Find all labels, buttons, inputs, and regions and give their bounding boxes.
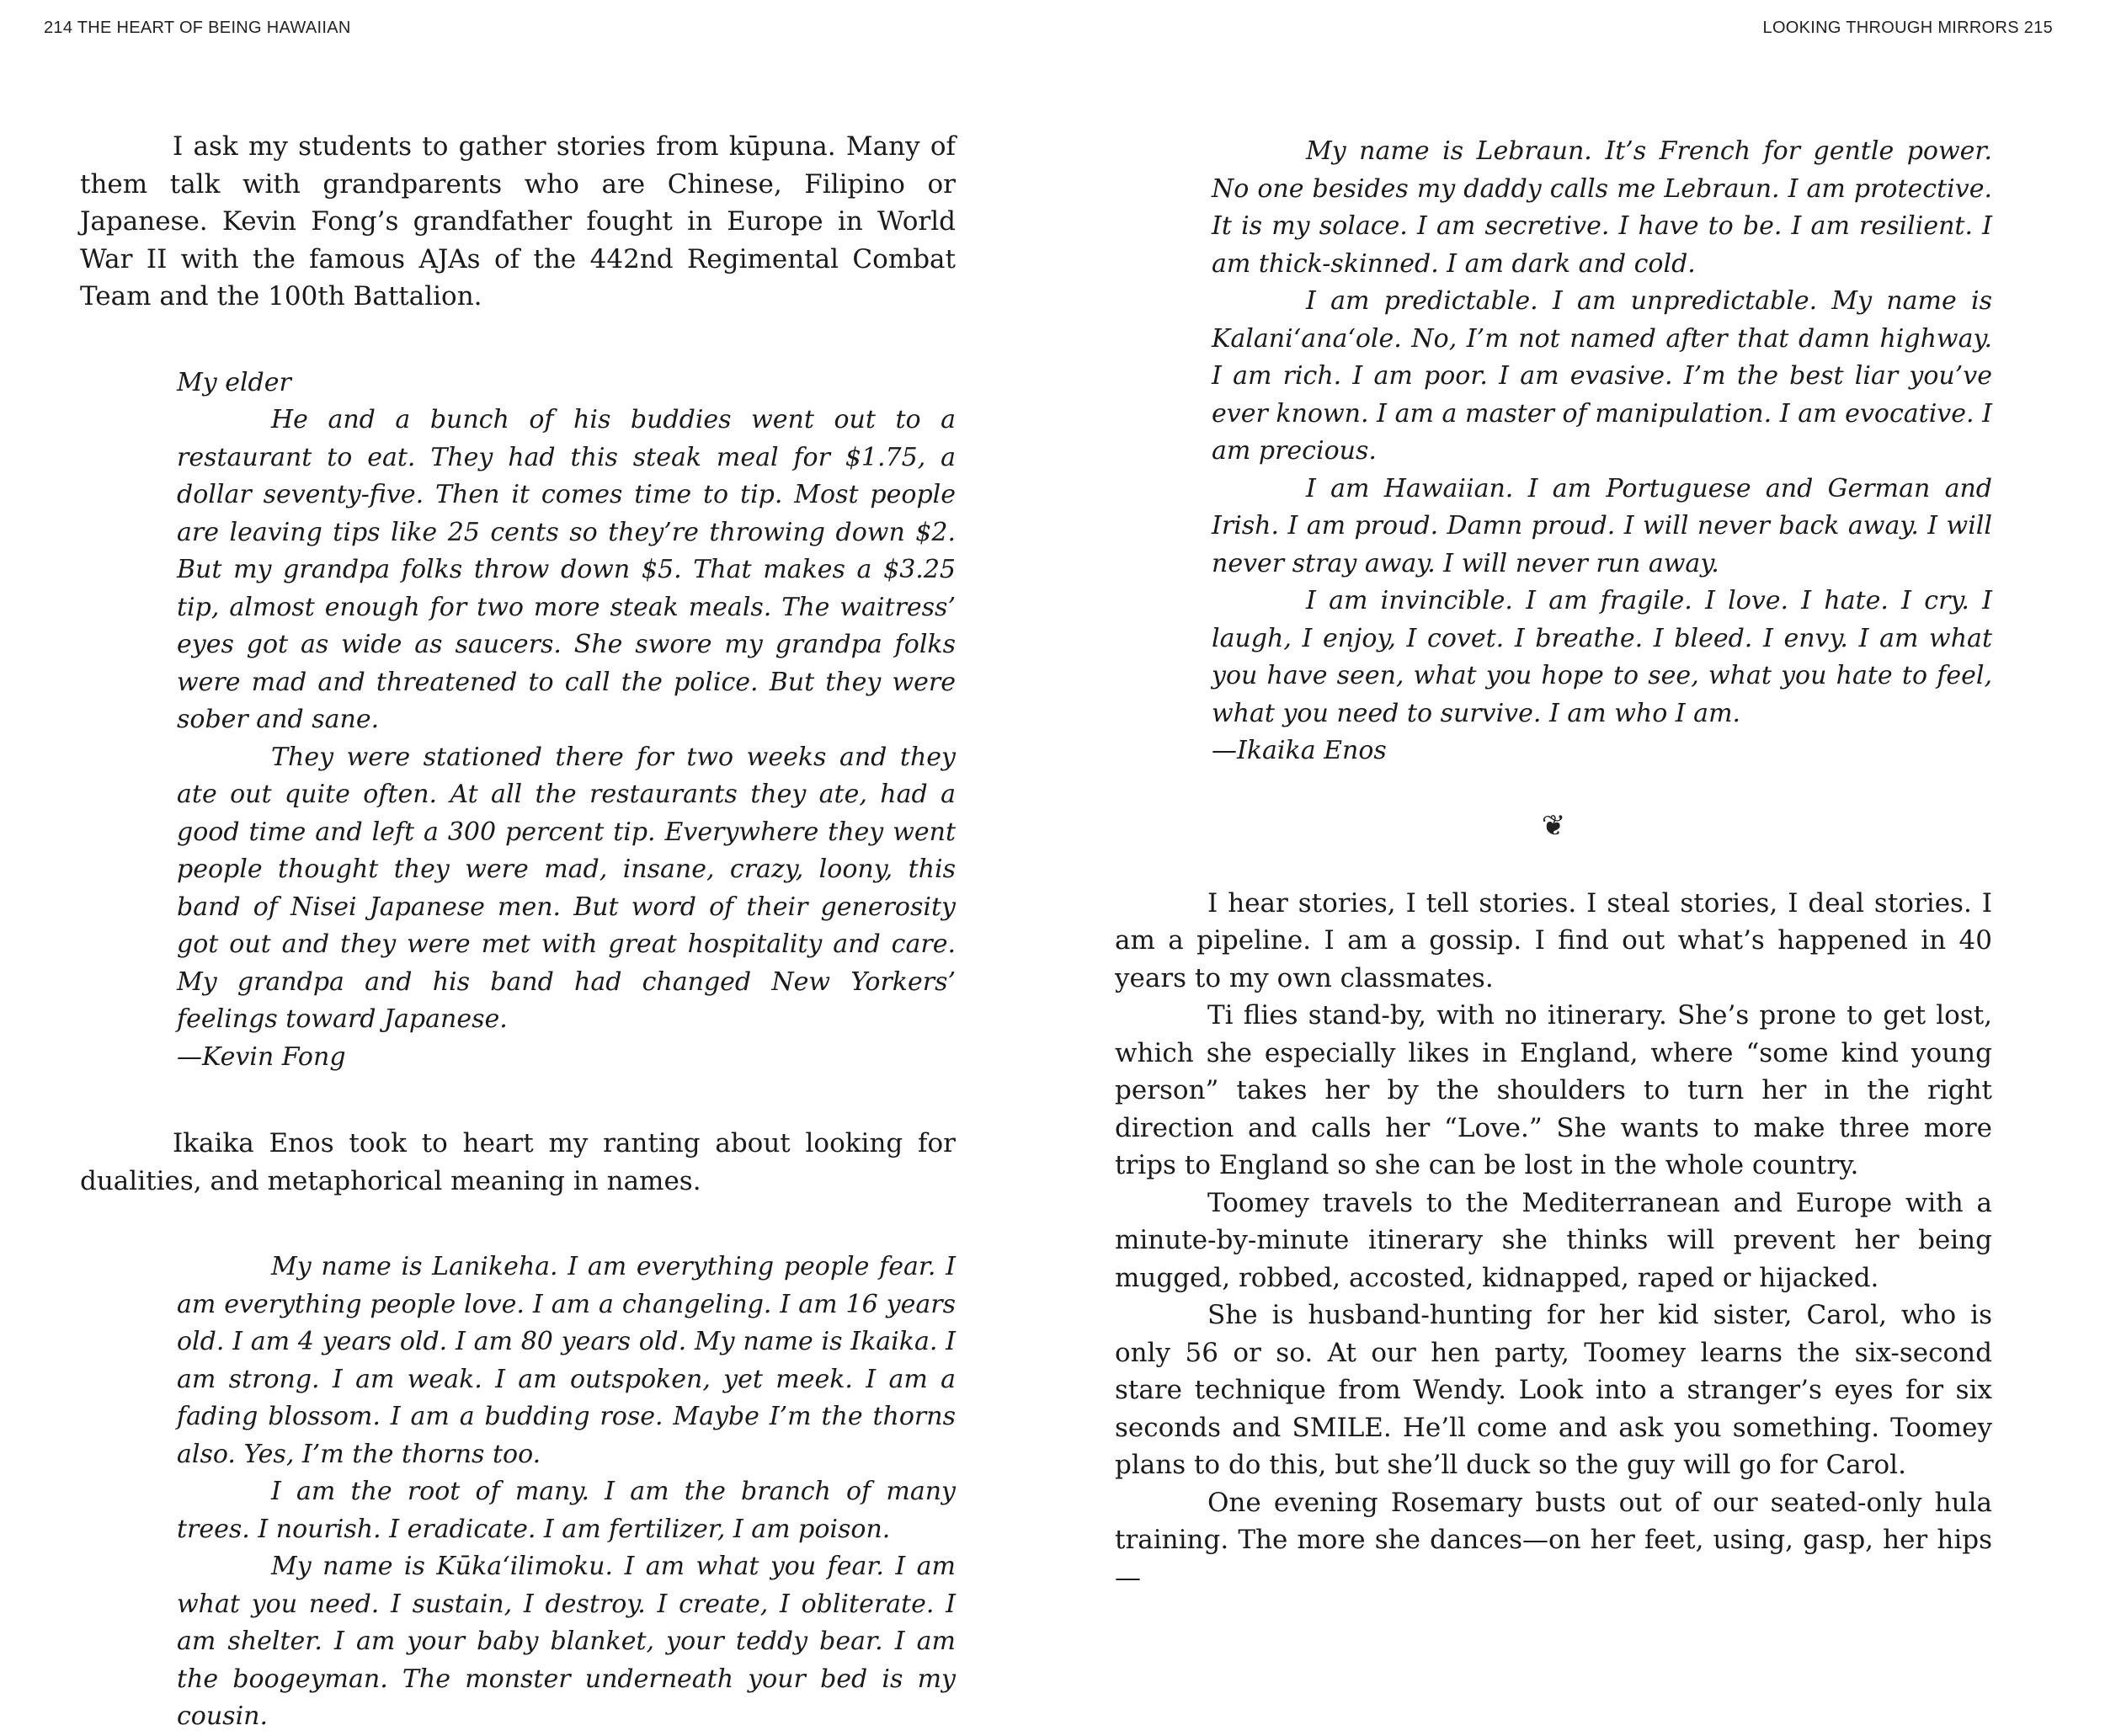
quote-signature: —Ikaika Enos (1212, 736, 1387, 765)
quote-ikaika-enos-part1 (80, 1249, 956, 1736)
quote-paragraph: They were stationed there for two weeks and they ate out quite often. At all the restaurants they ate, had a good time and left a 300 percent tip. Everywhere they went people thought they were mad, insane, crazy, loony, this band of Nisei Japanese men. But word of their generosity got out and they were met with great hospitality and care. My grandpa and his band had changed New Yorkers’ feelings toward Japanese. (177, 742, 956, 1034)
right-page (1052, 0, 2105, 1627)
quote-signature: —Kevin Fong (177, 1041, 346, 1072)
quote-paragraph: I am the root of many. I am the branch of many trees. I nourish. I eradicate. I am fertilizer, I am poison. (177, 1477, 956, 1544)
quote-ikaika-enos-part2 (1115, 133, 1992, 770)
right-paragraph: Ti flies stand-by, with no itinerary. She’s prone to get lost, which she especially likes in England, where “some kind young person” takes her by the shoulders to turn her in the right direction and calls her “Love.” She wants to make three more trips to England so she can be lost in the whole country. (1115, 1000, 1992, 1180)
right-running-head: LOOKING THROUGH MIRRORS 215 (1762, 19, 2053, 37)
left-paragraph-2: Ikaika Enos took to heart my ranting about looking for dualities, and metaphorical meaning in names. (80, 1128, 956, 1196)
right-paragraph: She is husband-hunting for her kid sister, Carol, who is only 56 or so. At our hen party, Toomey learns the six-second stare technique from Wendy. Look into a stranger’s eyes for six seconds and SMILE. He’ll come and ask you something. Toomey plans to do this, but she’ll duck so the guy will go for Carol. (1115, 1300, 1992, 1480)
section-break-ornament-icon: ❦ (1541, 808, 1566, 843)
left-page (0, 0, 1052, 1731)
quote-paragraph: I am invincible. I am fragile. I love. I hate. I cry. I laugh, I enjoy, I covet. I breathe. I bleed. I envy. I am what you have seen, what you hope to see, what you hate to feel, what you need to survive. I am who I am. (1212, 586, 1992, 728)
quote-label: My elder (177, 367, 291, 397)
quote-paragraph: I am predictable. I am unpredictable. My name is Kalani‘ana‘ole. No, I’m not named after that damn highway. I am rich. I am poor. I am evasive. I’m the best liar you’ve ever known. I am a master of manipulation. I am evocative. I am precious. (1212, 286, 1992, 466)
right-paragraph: Toomey travels to the Mediterranean and Europe with a minute-by-minute itinerary she thinks will prevent her being mugged, robbed, accosted, kidnapped, raped or hijacked. (1115, 1187, 1992, 1293)
right-paragraph: I hear stories, I tell stories. I steal stories, I deal stories. I am a pipeline. I am a gossip. I find out what’s happened in 40 years to my own classmates. (1115, 887, 1992, 993)
right-text-column (1115, 133, 1992, 1596)
quote-paragraph: He and a bunch of his buddies went out to a restaurant to eat. They had this steak meal for $1.75, a dollar seventy-five. Then it comes time to tip. Most people are leaving tips like 25 cents so they’re throwing down $2. But my grandpa folks throw down $5. That makes a $3.25 tip, almost enough for two more steak meals. The waitress’ eyes got as wide as saucers. She swore my grandpa folks were mad and threatened to call the police. But they were sober and sane. (177, 405, 956, 734)
quote-paragraph: My name is Lanikeha. I am everything people fear. I am everything people love. I am a changeling. I am 16 years old. I am 4 years old. I am 80 years old. My name is Ikaika. I am strong. I am weak. I am outspoken, yet meek. I am a fading blossom. I am a budding rose. Maybe I’m the thorns also. Yes, I’m the thorns too. (177, 1252, 956, 1469)
left-paragraph-1: I ask my students to gather stories from kūpuna. Many of them talk with grandparents who are Chinese, Filipino or Japanese. Kevin Fong’s grandfather fought in Europe in World War II with the famous AJAs of the 442nd Regimental Combat Team and the 100th Battalion. (80, 131, 956, 312)
left-running-head: 214 THE HEART OF BEING HAWAIIAN (44, 19, 351, 37)
quote-kevin-fong (80, 365, 956, 1077)
right-paragraph: One evening Rosemary busts out of our seated-only hula training. The more she dances—on her feet, using, gasp, her hips— (1115, 1487, 1992, 1593)
quote-paragraph: My name is Kūka‘ilimoku. I am what you fear. I am what you need. I sustain, I destroy. I create, I obliterate. I am shelter. I am your baby blanket, your teddy bear. I am the boogeyman. The monster underneath your bed is my cousin. (177, 1552, 956, 1731)
quote-paragraph: I am Hawaiian. I am Portuguese and German and Irish. I am proud. Damn proud. I will never back away. I will never stray away. I will never run away. (1212, 473, 1992, 578)
left-text-column (80, 128, 956, 1736)
quote-paragraph: My name is Lebraun. It’s French for gentle power. No one besides my daddy calls me Lebraun. I am protective. It is my solace. I am secretive. I have to be. I am resilient. I am thick-skinned. I am dark and cold. (1212, 136, 1992, 279)
